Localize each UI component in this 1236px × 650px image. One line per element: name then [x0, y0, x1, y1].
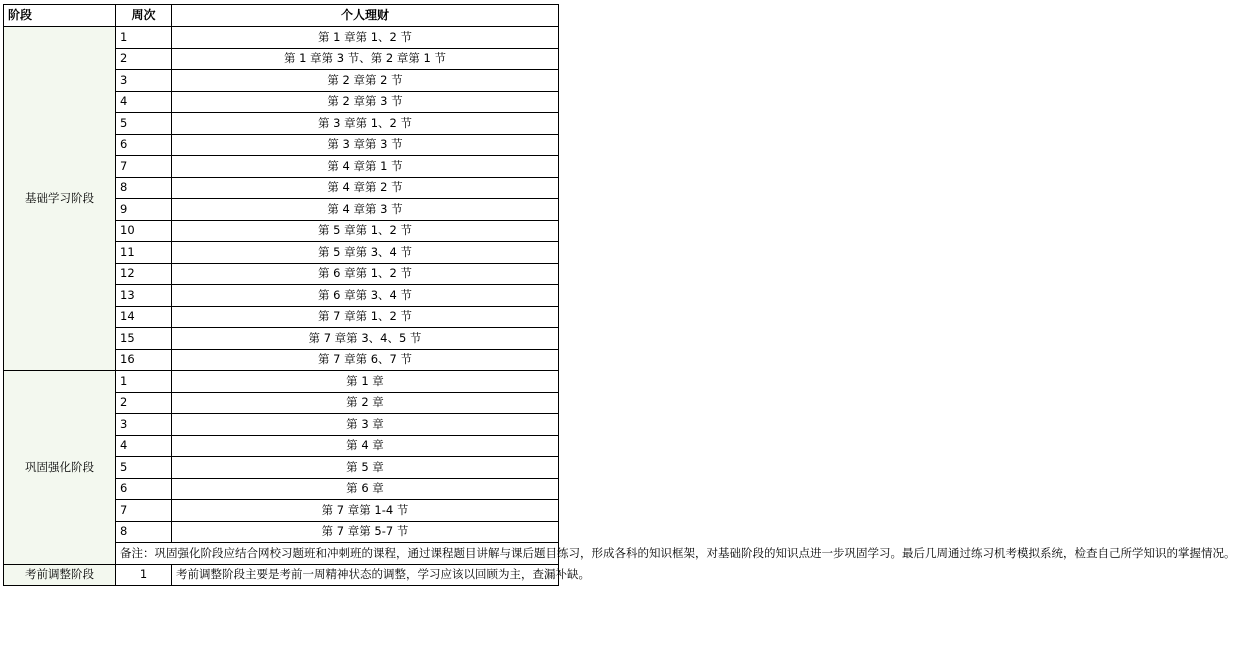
week-number: 7: [116, 156, 172, 178]
table-row: [4, 564, 559, 586]
week-content: 第 4 章第 3 节: [172, 199, 559, 221]
week-content: 第 7 章第 1-4 节: [172, 500, 559, 522]
week-content: 第 3 章第 1、2 节: [172, 113, 559, 135]
table-row: [4, 371, 559, 393]
table-body: [4, 27, 1236, 586]
week-content: 第 1 章第 1、2 节: [172, 27, 559, 49]
week-content: 第 1 章第 3 节、第 2 章第 1 节: [172, 48, 559, 70]
stage-name: 巩固强化阶段: [4, 371, 116, 565]
week-content: 考前调整阶段主要是考前一周精神状态的调整，学习应该以回顾为主，查漏补缺。: [172, 564, 559, 586]
week-number: 10: [116, 220, 172, 242]
week-content: 第 6 章第 1、2 节: [172, 263, 559, 285]
week-content: 第 6 章: [172, 478, 559, 500]
week-number: 16: [116, 349, 172, 371]
table-row: [4, 27, 559, 49]
week-number: 2: [116, 392, 172, 414]
week-number: 1: [116, 27, 172, 49]
week-content: 第 5 章第 1、2 节: [172, 220, 559, 242]
week-number: 4: [116, 435, 172, 457]
week-content: 第 4 章第 1 节: [172, 156, 559, 178]
stage-name: 考前调整阶段: [4, 564, 116, 586]
week-number: 4: [116, 91, 172, 113]
week-number: 7: [116, 500, 172, 522]
week-content: 第 7 章第 6、7 节: [172, 349, 559, 371]
week-number: 3: [116, 414, 172, 436]
week-number: 5: [116, 457, 172, 479]
week-number: 6: [116, 134, 172, 156]
stage-name: 基础学习阶段: [4, 27, 116, 371]
week-number: 1: [116, 371, 172, 393]
study-plan-table: [3, 4, 1236, 586]
week-content: 第 3 章第 3 节: [172, 134, 559, 156]
week-content: 第 4 章第 2 节: [172, 177, 559, 199]
week-content: 第 5 章第 3、4 节: [172, 242, 559, 264]
week-number: 15: [116, 328, 172, 350]
week-content: 第 7 章第 3、4、5 节: [172, 328, 559, 350]
week-content: 第 3 章: [172, 414, 559, 436]
week-number: 2: [116, 48, 172, 70]
week-number: 9: [116, 199, 172, 221]
week-content: 第 2 章第 2 节: [172, 70, 559, 92]
week-content: 第 5 章: [172, 457, 559, 479]
week-content: 第 7 章第 1、2 节: [172, 306, 559, 328]
week-content: 第 4 章: [172, 435, 559, 457]
week-content: 第 2 章第 3 节: [172, 91, 559, 113]
header-stage: 阶段: [4, 5, 116, 27]
week-number: 8: [116, 177, 172, 199]
week-content: 第 1 章: [172, 371, 559, 393]
week-number: 12: [116, 263, 172, 285]
header-week: 周次: [116, 5, 172, 27]
week-number: 6: [116, 478, 172, 500]
week-number: 1: [116, 564, 172, 586]
stage-note: 备注：巩固强化阶段应结合网校习题班和冲刺班的课程，通过课程题目讲解与课后题目练习，形成各科的知识框架，对基础阶段的知识点进一步巩固学习。最后几周通过练习机考模拟系统，检查自己所学知识的掌握情况。: [116, 543, 559, 565]
week-content: 第 7 章第 5-7 节: [172, 521, 559, 543]
week-number: 5: [116, 113, 172, 135]
header-finance: 个人理财: [172, 5, 559, 27]
header-row: [4, 5, 559, 27]
week-number: 13: [116, 285, 172, 307]
week-content: 第 2 章: [172, 392, 559, 414]
week-number: 3: [116, 70, 172, 92]
week-number: 8: [116, 521, 172, 543]
week-number: 11: [116, 242, 172, 264]
week-number: 14: [116, 306, 172, 328]
week-content: 第 6 章第 3、4 节: [172, 285, 559, 307]
